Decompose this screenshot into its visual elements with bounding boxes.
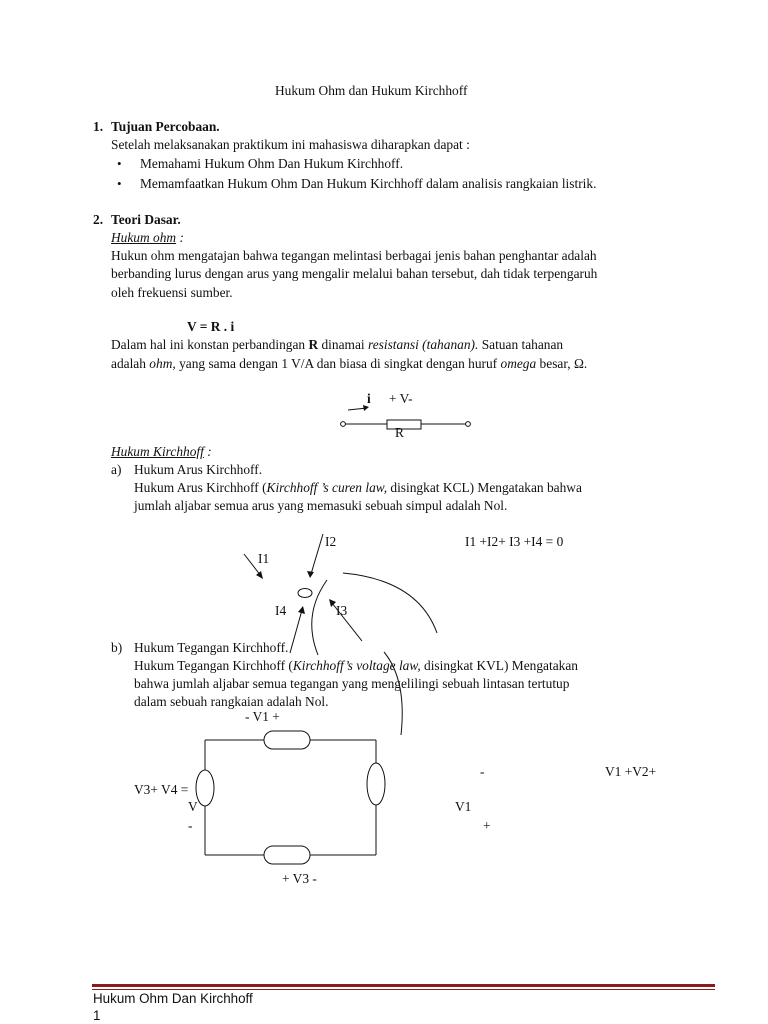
current-label: i xyxy=(367,391,371,406)
footer-rule-thick xyxy=(92,984,715,987)
kvl-line-1: Hukum Tegangan Kirchhoff (Kirchhoff’s voltage law, disingkat KVL) Mengatakan xyxy=(134,658,578,673)
i3-label: I3 xyxy=(336,603,348,618)
kcl-title: Hukum Arus Kirchhoff. xyxy=(134,462,263,477)
voltage-label: + V- xyxy=(389,391,413,406)
ohm-constant-line-1: Dalam hal ini konstan perbandingan R dinamai resistansi (tahanan). Satuan tahanan xyxy=(111,337,564,352)
kcl-line-1: Hukum Arus Kirchhoff (Kirchhoff ’s curen law, disingkat KCL) Mengatakan bahwa xyxy=(134,480,582,495)
i1-label: I1 xyxy=(258,551,270,566)
footer-rule-thin xyxy=(92,989,715,990)
ohm-formula: V = R . i xyxy=(187,319,235,334)
right-plus-label: + xyxy=(483,818,491,833)
kvl-equation-part-2: V3+ V4 = xyxy=(134,782,189,797)
kvl-title: Hukum Tegangan Kirchhoff. xyxy=(134,640,289,655)
section-1-number: 1. xyxy=(93,119,104,134)
kvl-line-3: dalam sebuah rangkaian adalah Nol. xyxy=(134,694,329,709)
ohm-paragraph-line: berbanding lurus dengan arus yang mengalir melalui bahan tersebut, dah tidak terpengaruh xyxy=(111,266,598,281)
right-v1-label: V1 xyxy=(455,799,472,814)
section-1-heading: Tujuan Percobaan. xyxy=(111,119,220,134)
element-right xyxy=(367,763,385,805)
kcl-marker: a) xyxy=(111,462,122,477)
element-left xyxy=(196,770,214,806)
kvl-equation-part-1: V1 +V2+ xyxy=(605,764,657,779)
left-minus-label: - xyxy=(188,818,193,833)
page-title: Hukum Ohm dan Hukum Kirchhoff xyxy=(275,83,468,98)
kcl-equation: I1 +I2+ I3 +I4 = 0 xyxy=(465,534,564,549)
ohm-heading-text: Hukum ohm xyxy=(111,230,177,245)
section-2-heading: Teori Dasar. xyxy=(111,212,181,227)
ohm-paragraph-line: oleh frekuensi sumber. xyxy=(111,285,233,300)
section-1-intro: Setelah melaksanakan praktikum ini mahasiswa diharapkan dapat : xyxy=(111,137,470,152)
resistor-label: R xyxy=(395,425,404,440)
ohm-paragraph-line: Hukun ohm mengatajan bahwa tegangan melintasi berbagai jenis bahan penghantar adalah xyxy=(111,248,597,263)
ohm-heading-colon: : xyxy=(176,230,184,245)
section-1-bullet: • Memahami Hukum Ohm Dan Hukum Kirchhoff. xyxy=(140,155,403,173)
i4-label: I4 xyxy=(275,603,287,618)
element-bottom xyxy=(264,846,310,864)
page-number: 1 xyxy=(93,1008,101,1023)
left-v-label: V xyxy=(188,799,198,814)
kcl-line-2: jumlah aljabar semua arus yang memasuki sebuah simpul adalah Nol. xyxy=(134,498,508,513)
ohm-constant-line-2: adalah ohm, yang sama dengan 1 V/A dan biasa di singkat dengan huruf omega besar, Ω. xyxy=(111,356,588,371)
kvl-line-2: bahwa jumlah aljabar semua tegangan yang mengelilingi sebuah lintasan tertutup xyxy=(134,676,570,691)
section-1-bullet: • Memamfaatkan Hukum Ohm Dan Hukum Kirchhoff dalam analisis rangkaian listrik. xyxy=(140,175,596,193)
kvl-marker: b) xyxy=(111,640,123,655)
footer-text: Hukum Ohm Dan Kirchhoff xyxy=(93,991,253,1006)
i2-label: I2 xyxy=(325,534,337,549)
kirchhoff-heading-text: Hukum Kirchhoff xyxy=(111,444,204,459)
v3-bottom-label: + V3 - xyxy=(282,871,317,886)
element-top xyxy=(264,731,310,749)
right-minus-label: - xyxy=(480,764,485,779)
section-2-number: 2. xyxy=(93,212,104,227)
kirchhoff-heading-colon: : xyxy=(203,444,212,459)
v1-top-label: - V1 + xyxy=(245,709,280,724)
